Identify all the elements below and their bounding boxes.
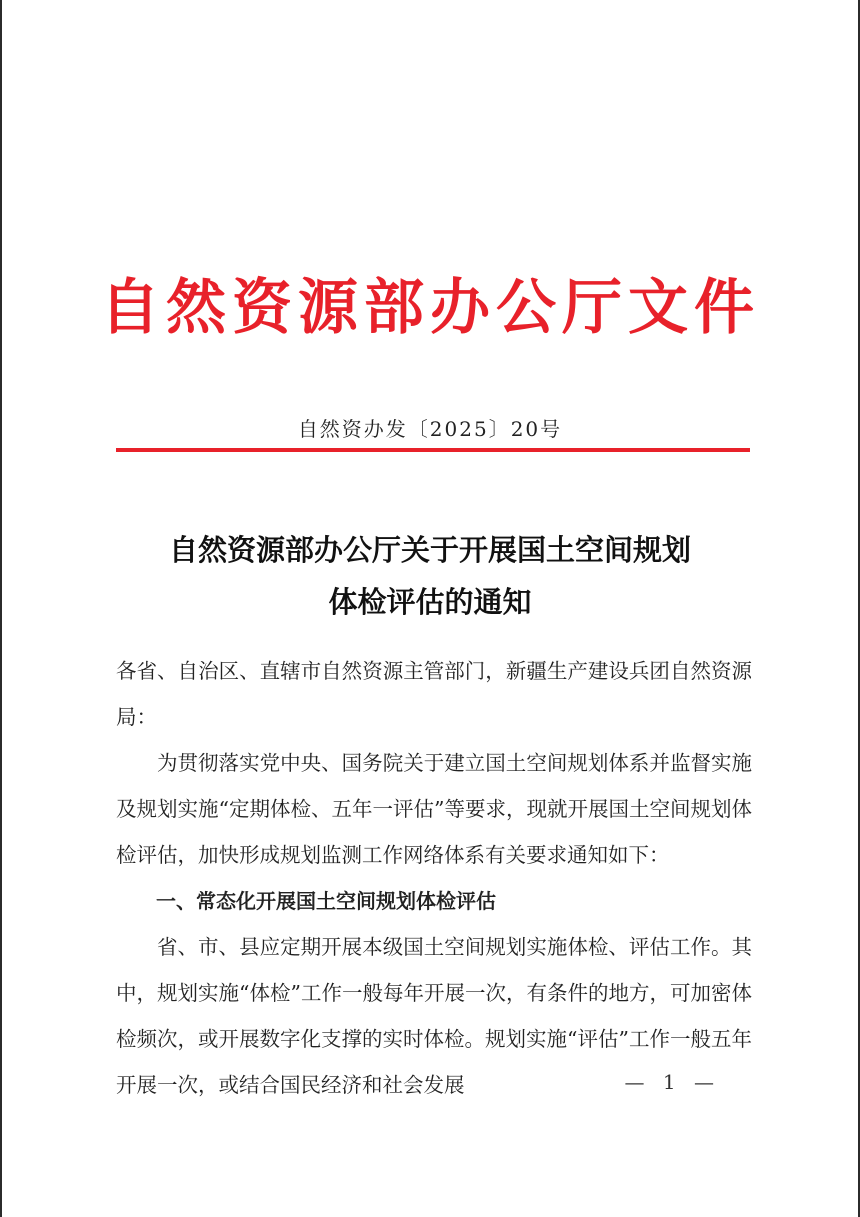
document-title bbox=[0, 524, 860, 628]
document-header-title: 自然资源部办公厅文件 bbox=[100, 273, 760, 343]
section-1-paragraph: 省、市、县应定期开展本级国土空间规划实施体检、评估工作。其中，规划实施“体检”工作一般每年开展一次，有条件的地方，可加密体检频次，或开展数字化支撑的实时体检。规划实施“评估”工作一般五年开展一次，或结合国民经济和社会发展 bbox=[116, 935, 752, 1097]
intro-paragraph: 为贯彻落实党中央、国务院关于建立国土空间规划体系并监督实施及规划实施“定期体检、五年一评估”等要求，现就开展国土空间规划体检评估，加快形成规划监测工作网络体系有关要求通知如下： bbox=[116, 751, 752, 867]
document-body bbox=[116, 648, 752, 1108]
red-separator-line bbox=[116, 448, 750, 452]
document-number: 自然资办发〔2025〕20号 bbox=[297, 417, 563, 441]
addressee-paragraph: 各省、自治区、直辖市自然资源主管部门，新疆生产建设兵团自然资源局： bbox=[116, 659, 752, 729]
section-1-heading: 一、常态化开展国土空间规划体检评估 bbox=[156, 889, 496, 913]
document-title-line-2: 体检评估的通知 bbox=[328, 585, 532, 619]
page-number: — 1 — bbox=[624, 1070, 720, 1094]
document-title-line-1: 自然资源部办公厅关于开展国土空间规划 bbox=[168, 533, 691, 567]
